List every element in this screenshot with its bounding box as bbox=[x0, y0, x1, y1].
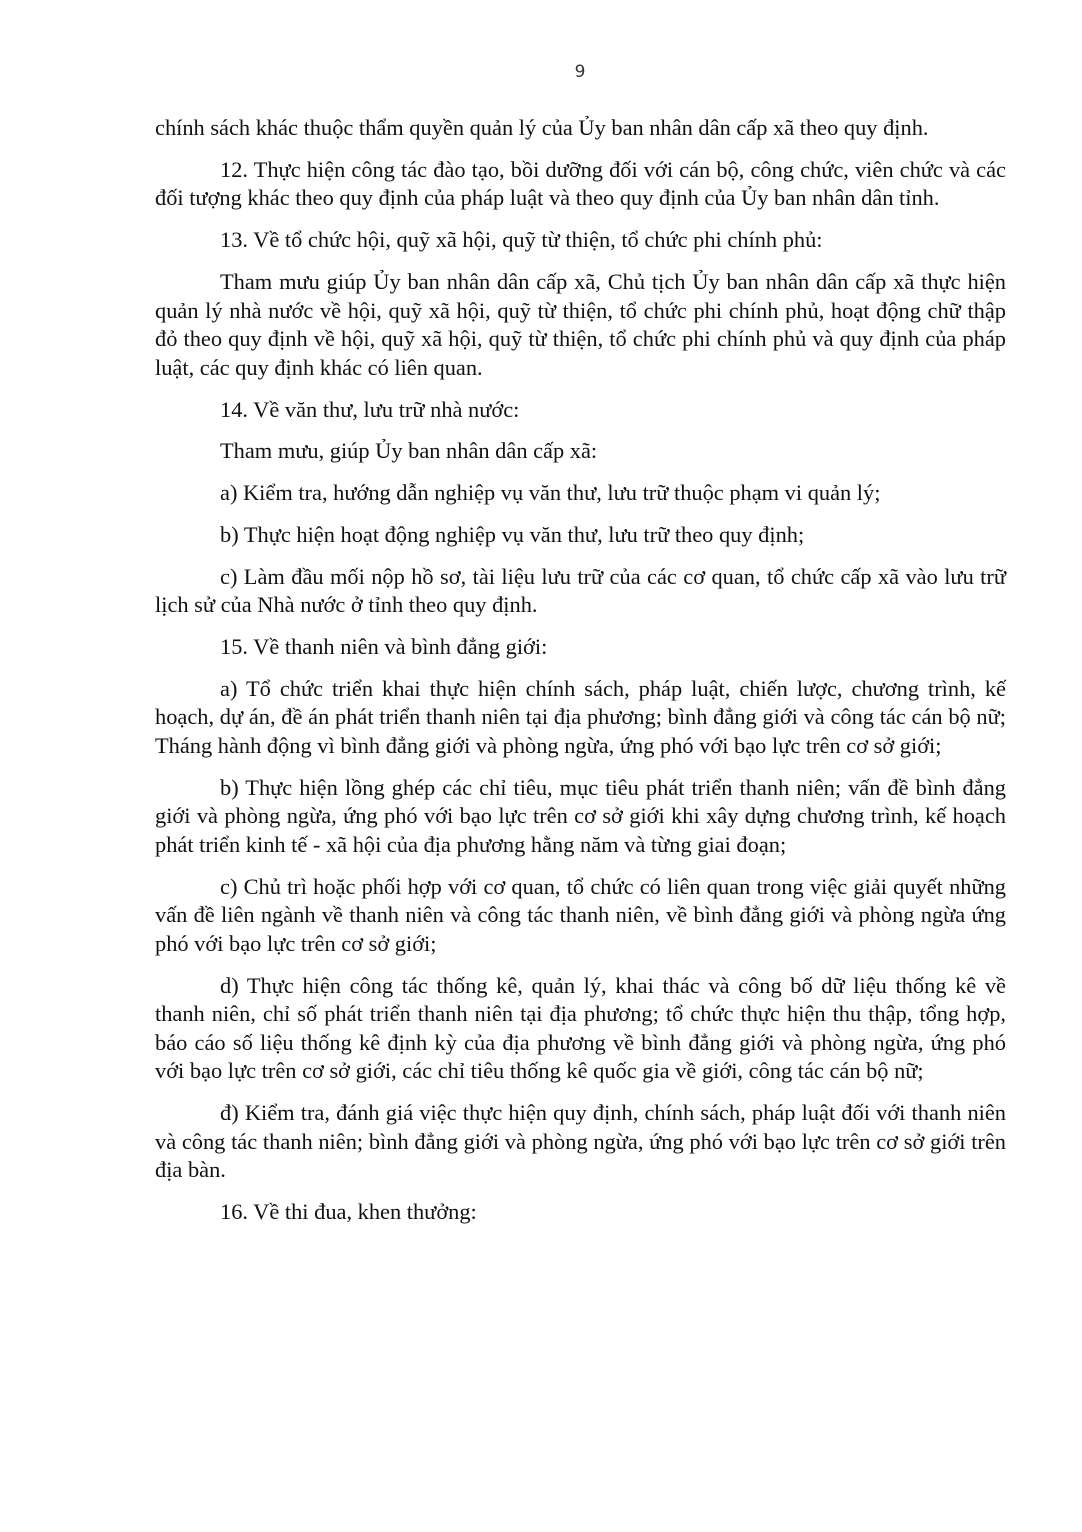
list-item-15-b: b) Thực hiện lồng ghép các chỉ tiêu, mục tiêu phát triển thanh niên; vấn đề bình đẳng giới và phòng ngừa, ứng phó với bạo lực trên cơ sở giới khi xây dựng chương trình, kế hoạch phát triển kinh tế - xã hội của địa phương hằng năm và từng giai đoạn; bbox=[155, 774, 1006, 857]
list-item-14-a: a) Kiểm tra, hướng dẫn nghiệp vụ văn thư, lưu trữ thuộc phạm vi quản lý; bbox=[220, 480, 881, 506]
page-number: 9 bbox=[574, 62, 586, 82]
list-item-15-dd: đ) Kiểm tra, đánh giá việc thực hiện quy định, chính sách, pháp luật đối với thanh niên và công tác thanh niên; bình đẳng giới và phòng ngừa, ứng phó với bạo lực trên cơ sở giới trên địa bàn. bbox=[155, 1100, 1006, 1183]
paragraph-item-12: 12. Thực hiện công tác đào tạo, bồi dưỡng đối với cán bộ, công chức, viên chức và các đối tượng khác theo quy định của pháp luật và theo quy định của Ủy ban nhân dân tỉnh. bbox=[155, 156, 1006, 211]
document-body bbox=[155, 114, 1006, 1240]
heading-item-13: 13. Về tổ chức hội, quỹ xã hội, quỹ từ thiện, tổ chức phi chính phủ: bbox=[220, 227, 823, 253]
paragraph-continuation: chính sách khác thuộc thẩm quyền quản lý của Ủy ban nhân dân cấp xã theo quy định. bbox=[155, 115, 929, 140]
list-item-14-b: b) Thực hiện hoạt động nghiệp vụ văn thư, lưu trữ theo quy định; bbox=[220, 521, 805, 547]
paragraph-item-13-body: Tham mưu giúp Ủy ban nhân dân cấp xã, Chủ tịch Ủy ban nhân dân cấp xã thực hiện quản lý nhà nước về hội, quỹ xã hội, quỹ từ thiện, tổ chức phi chính phủ, hoạt động chữ thập đỏ theo quy định về hội, quỹ xã hội, quỹ từ thiện, tổ chức phi chính phủ và quy định của pháp luật, các quy định khác có liên quan. bbox=[155, 268, 1006, 380]
list-item-14-c: c) Làm đầu mối nộp hồ sơ, tài liệu lưu trữ của các cơ quan, tổ chức cấp xã vào lưu trữ lịch sử của Nhà nước ở tỉnh theo quy định. bbox=[155, 563, 1006, 618]
list-item-15-c: c) Chủ trì hoặc phối hợp với cơ quan, tổ chức có liên quan trong việc giải quyết những vấn đề liên ngành về thanh niên và công tác thanh niên, về bình đẳng giới và phòng ngừa ứng phó với bạo lực trên cơ sở giới; bbox=[155, 873, 1006, 956]
paragraph-item-14-intro: Tham mưu, giúp Ủy ban nhân dân cấp xã: bbox=[220, 438, 598, 464]
heading-item-16: 16. Về thi đua, khen thưởng: bbox=[220, 1199, 477, 1225]
heading-item-14: 14. Về văn thư, lưu trữ nhà nước: bbox=[220, 396, 520, 422]
heading-item-15: 15. Về thanh niên và bình đẳng giới: bbox=[220, 634, 548, 659]
list-item-15-a: a) Tổ chức triển khai thực hiện chính sách, pháp luật, chiến lược, chương trình, kế hoạch, dự án, đề án phát triển thanh niên tại địa phương; bình đẳng giới và công tác cán bộ nữ; Tháng hành động vì bình đẳng giới và phòng ngừa, ứng phó với bạo lực trên cơ sở giới; bbox=[155, 675, 1006, 758]
list-item-15-d: d) Thực hiện công tác thống kê, quản lý, khai thác và công bố dữ liệu thống kê về thanh niên, chỉ số phát triển thanh niên tại địa phương; tổ chức thực hiện thu thập, tổng hợp, báo cáo số liệu thống kê định kỳ của địa phương về bình đẳng giới và phòng ngừa, ứng phó với bạo lực trên cơ sở giới, các chỉ tiêu thống kê quốc gia về giới, công tác cán bộ nữ; bbox=[155, 972, 1006, 1084]
